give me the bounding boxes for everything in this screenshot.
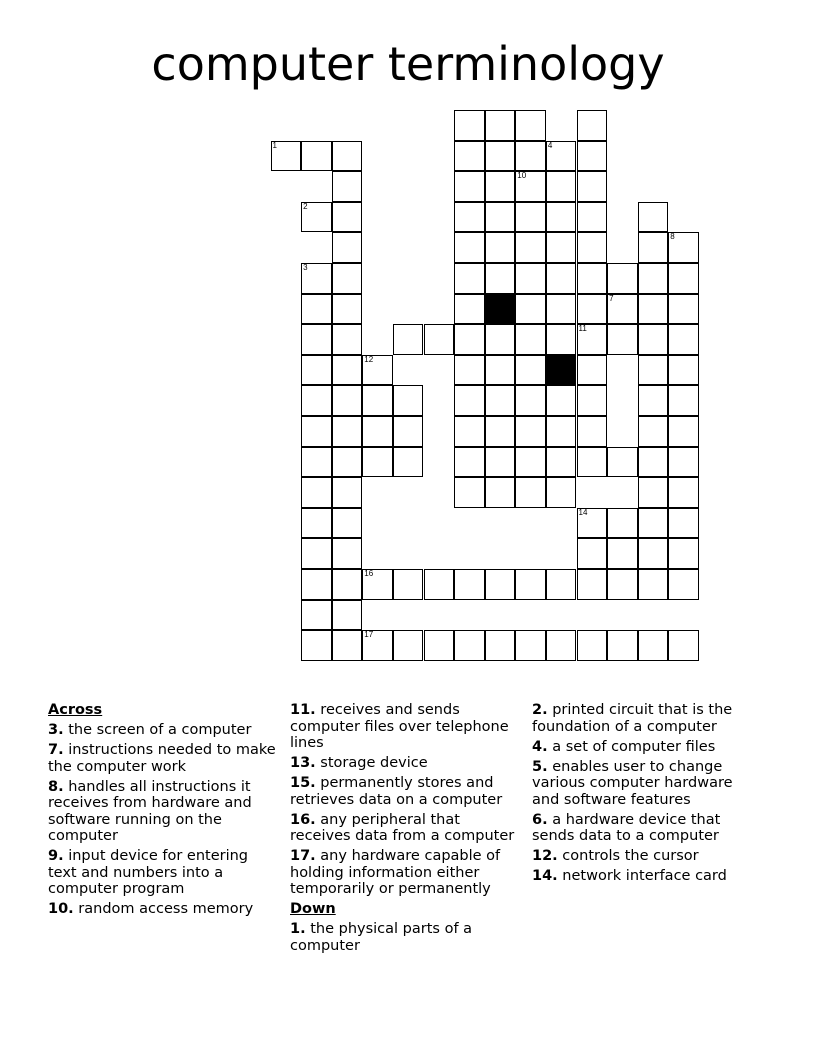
grid-cell[interactable] [485,202,516,233]
grid-cell[interactable] [424,630,455,661]
grid-cell[interactable] [454,141,485,172]
grid-cell[interactable] [332,294,363,325]
clue-across-7: 7. instructions needed to make the computer work [48,742,276,775]
grid-cell[interactable] [577,508,608,539]
grid-cell[interactable] [577,141,608,172]
down-header: Down [290,901,336,917]
clue-number: 3 [303,263,308,272]
grid-cell[interactable] [546,355,577,386]
clue-down-1: 1. the physical parts of a computer [290,921,473,954]
clue-down-5: 5. enables user to change various computer hardware and software features [532,758,733,808]
grid-cell[interactable] [546,202,577,233]
grid-cell[interactable] [638,263,669,294]
page-title: computer terminology [151,37,665,91]
grid-cell[interactable] [607,508,638,539]
grid-cell[interactable] [424,324,455,355]
grid-cell[interactable] [332,477,363,508]
grid-cell[interactable] [454,385,485,416]
grid-cell[interactable] [362,355,393,386]
grid-cell[interactable] [607,538,638,569]
grid-cell[interactable] [607,294,638,325]
grid-cell[interactable] [485,569,516,600]
grid-cell[interactable] [546,630,577,661]
grid-cell[interactable] [393,385,424,416]
grid-cell[interactable] [485,447,516,478]
grid-cell[interactable] [393,569,424,600]
grid-cell[interactable] [638,385,669,416]
grid-cell[interactable] [271,141,302,172]
grid-cell[interactable] [515,232,546,263]
clue-down-14: 14. network interface card [532,868,727,884]
grid-cell[interactable] [454,324,485,355]
grid-cell[interactable] [515,569,546,600]
grid-cell[interactable] [668,477,699,508]
grid-cell[interactable] [546,416,577,447]
grid-cell[interactable] [301,385,332,416]
grid-cell[interactable] [332,355,363,386]
clue-number: 11 [578,324,587,334]
grid-cell[interactable] [301,324,332,355]
clue-across-15: 15. permanently stores and retrieves data on a computer [290,775,503,808]
grid-cell[interactable] [485,355,516,386]
clue-column-2 [290,702,525,958]
grid-cell[interactable] [332,171,363,202]
grid-cell[interactable] [515,110,546,141]
grid-cell[interactable] [301,569,332,600]
grid-cell[interactable] [638,202,669,233]
grid-cell[interactable] [485,141,516,172]
grid-cell[interactable] [668,385,699,416]
grid-cell[interactable] [332,600,363,631]
clue-across-10: 10. random access memory [48,901,254,917]
grid-cell[interactable] [515,630,546,661]
across-header: Across [48,702,103,718]
clue-number: 10 [517,171,527,181]
grid-cell[interactable] [332,508,363,539]
grid-cell[interactable] [454,110,485,141]
clue-down-2: 2. printed circuit that is the foundation of a computer [532,702,733,735]
grid-cell[interactable] [301,416,332,447]
grid-cell[interactable] [515,294,546,325]
grid-cell[interactable] [607,263,638,294]
grid-cell[interactable] [332,324,363,355]
grid-cell[interactable] [515,263,546,294]
grid-cell[interactable] [668,447,699,478]
grid-cell[interactable] [515,202,546,233]
grid-cell[interactable] [332,232,363,263]
grid-cell[interactable] [485,324,516,355]
clue-across-3: 3. the screen of a computer [48,722,252,738]
grid-cell[interactable] [638,416,669,447]
grid-cell[interactable] [546,232,577,263]
grid-cell[interactable] [301,447,332,478]
clue-number: 12 [364,354,374,364]
grid-cell[interactable] [332,202,363,233]
grid-cell[interactable] [638,538,669,569]
grid-cell[interactable] [546,294,577,325]
grid-cell[interactable] [577,569,608,600]
grid-cell[interactable] [546,569,577,600]
grid-cell[interactable] [577,232,608,263]
grid-cell[interactable] [668,232,699,263]
grid-cell[interactable] [301,630,332,661]
grid-cell[interactable] [546,141,577,172]
grid-cell[interactable] [454,447,485,478]
grid-cell[interactable] [577,263,608,294]
grid-cell[interactable] [485,416,516,447]
grid-cell[interactable] [607,447,638,478]
grid-cell[interactable] [485,171,516,202]
grid-cell[interactable] [577,355,608,386]
grid-cell[interactable] [332,538,363,569]
grid-cell[interactable] [332,416,363,447]
grid-cell[interactable] [362,416,393,447]
grid-cell[interactable] [638,569,669,600]
clue-number: 1 [272,140,277,150]
grid-cell[interactable] [668,416,699,447]
grid-cell[interactable] [577,416,608,447]
grid-cell[interactable] [577,171,608,202]
grid-cell[interactable] [454,630,485,661]
grid-cell[interactable] [515,477,546,508]
grid-cell[interactable] [454,416,485,447]
grid-cell[interactable] [577,538,608,569]
clue-number: 14 [578,507,588,517]
grid-cell[interactable] [546,263,577,294]
grid-cell[interactable] [301,294,332,325]
grid-cell[interactable] [668,355,699,386]
grid-cell[interactable] [546,385,577,416]
grid-cell[interactable] [515,141,546,172]
grid-cell[interactable] [424,569,455,600]
clue-across-11: 11. receives and sends computer files over telephone lines [290,702,509,751]
grid-cell[interactable] [577,385,608,416]
grid-cell[interactable] [638,355,669,386]
grid-cell[interactable] [301,477,332,508]
grid-cell[interactable] [577,294,608,325]
grid-cell[interactable] [515,324,546,355]
grid-cell[interactable] [638,447,669,478]
grid-cell[interactable] [454,232,485,263]
clue-number: 2 [303,201,308,211]
grid-cell[interactable] [485,385,516,416]
grid-cell[interactable] [515,355,546,386]
grid-cell[interactable] [638,508,669,539]
clue-down-4: 4. a set of computer files [532,738,716,755]
grid-cell[interactable] [301,263,332,294]
grid-cell[interactable] [638,232,669,263]
clue-across-17: 17. any hardware capable of holding information either temporarily or permanently [290,848,501,897]
clue-down-6: 6. a hardware device that sends data to a computer [532,811,721,844]
grid-cell[interactable] [485,477,516,508]
clue-across-13: 13. storage device [290,755,428,771]
grid-cell[interactable] [301,202,332,233]
grid-cell[interactable] [668,294,699,325]
grid-cell[interactable] [668,263,699,294]
grid-cell[interactable] [332,630,363,661]
clue-number: 16 [364,569,374,578]
clue-number: 8 [670,232,675,242]
grid-cell[interactable] [668,538,699,569]
grid-cell[interactable] [638,630,669,661]
grid-cell[interactable] [332,447,363,478]
clue-number: 4 [547,140,553,150]
grid-cell[interactable] [577,110,608,141]
clue-number: 17 [364,630,374,640]
grid-cell[interactable] [393,324,424,355]
grid-cell[interactable] [577,202,608,233]
clue-across-9: 9. input device for entering text and numbers into a computer program [48,848,249,897]
grid-cell[interactable] [485,110,516,141]
grid-cell[interactable] [515,447,546,478]
grid-cell[interactable] [454,569,485,600]
grid-cell[interactable] [515,385,546,416]
grid-cell[interactable] [546,171,577,202]
grid-cell[interactable] [668,630,699,661]
clue-column-3 [532,702,764,888]
grid-cell[interactable] [454,355,485,386]
grid-cell[interactable] [485,232,516,263]
grid-cell[interactable] [454,294,485,325]
grid-cell[interactable] [485,630,516,661]
grid-cell[interactable] [332,569,363,600]
grid-cell[interactable] [638,294,669,325]
grid-cell[interactable] [485,263,516,294]
grid-cell[interactable] [485,294,516,325]
grid-cell[interactable] [301,355,332,386]
grid-cell[interactable] [607,569,638,600]
grid-cell[interactable] [668,508,699,539]
clue-number: 7 [609,293,614,303]
grid-cell[interactable] [301,141,332,172]
grid-cell[interactable] [668,569,699,600]
grid-cell[interactable] [393,447,424,478]
grid-cell[interactable] [362,630,393,661]
clue-across-16: 16. any peripheral that receives data from a computer [290,811,515,844]
grid-cell[interactable] [393,630,424,661]
grid-cell[interactable] [607,324,638,355]
grid-cell[interactable] [546,324,577,355]
grid-cell[interactable] [362,569,393,600]
grid-cell[interactable] [454,171,485,202]
grid-cell[interactable] [577,447,608,478]
grid-cell[interactable] [301,538,332,569]
clue-column-1 [48,702,280,921]
grid-cell[interactable] [546,447,577,478]
grid-cell[interactable] [362,447,393,478]
grid-cell[interactable] [515,416,546,447]
grid-cell[interactable] [607,630,638,661]
grid-cell[interactable] [301,508,332,539]
grid-cell[interactable] [332,263,363,294]
grid-cell[interactable] [638,324,669,355]
grid-cell[interactable] [515,171,546,202]
grid-cell[interactable] [332,385,363,416]
grid-cell[interactable] [546,477,577,508]
grid-cell[interactable] [362,385,393,416]
grid-cell[interactable] [577,630,608,661]
grid-cell[interactable] [393,416,424,447]
grid-cell[interactable] [668,324,699,355]
clue-across-8: 8. handles all instructions it receives from hardware and software running on the computer [48,778,252,844]
grid-cell[interactable] [454,477,485,508]
clue-down-12: 12. controls the cursor [532,848,699,864]
grid-cell[interactable] [301,600,332,631]
grid-cell[interactable] [454,202,485,233]
grid-cell[interactable] [638,477,669,508]
grid-cell[interactable] [454,263,485,294]
grid-cell[interactable] [332,141,363,172]
grid-cell[interactable] [577,324,608,355]
